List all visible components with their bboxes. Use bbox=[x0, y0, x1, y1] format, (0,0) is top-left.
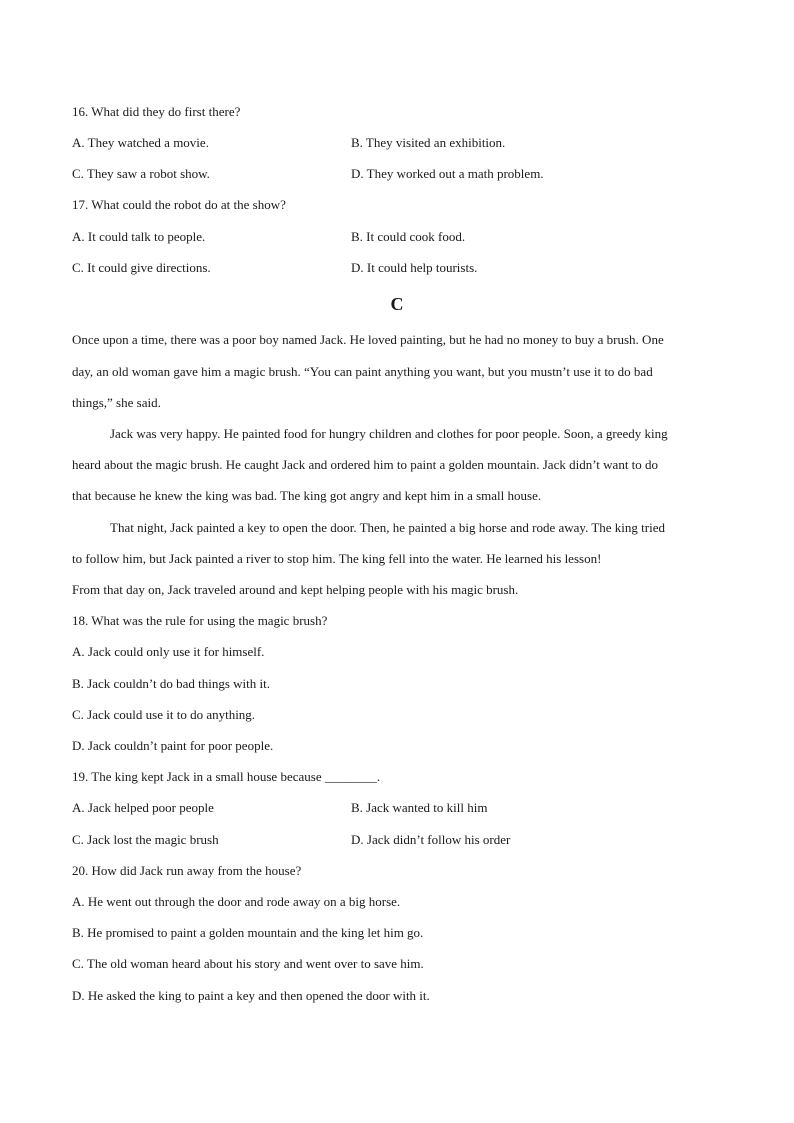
option-b: B. It could cook food. bbox=[351, 229, 466, 244]
option-b: B. Jack wanted to kill him bbox=[351, 800, 488, 815]
option-c: C. Jack lost the magic brush bbox=[72, 832, 219, 847]
question-stem: 20. How did Jack run away from the house? bbox=[72, 863, 302, 878]
passage-line: to follow him, but Jack painted a river to stop him. The king fell into the water. He learned his lesson! bbox=[72, 551, 602, 566]
option-d: D. Jack didn’t follow his order bbox=[351, 832, 511, 847]
question-stem: 16. What did they do first there? bbox=[72, 104, 241, 119]
option-b: B. Jack couldn’t do bad things with it. bbox=[72, 676, 270, 691]
option-d: D. It could help tourists. bbox=[351, 260, 478, 275]
passage-line: That night, Jack painted a key to open the door. Then, he painted a big horse and rode away. The king tried bbox=[110, 520, 665, 535]
option-d: D. They worked out a math problem. bbox=[351, 166, 544, 181]
option-c: C. They saw a robot show. bbox=[72, 166, 210, 181]
option-a: A. Jack helped poor people bbox=[72, 800, 214, 815]
option-d: D. Jack couldn’t paint for poor people. bbox=[72, 738, 274, 753]
passage-line: heard about the magic brush. He caught Jack and ordered him to paint a golden mountain. Jack didn’t want to do bbox=[72, 457, 659, 472]
option-a: A. It could talk to people. bbox=[72, 229, 206, 244]
question-stem: 17. What could the robot do at the show? bbox=[72, 197, 286, 212]
passage-line: Jack was very happy. He painted food for hungry children and clothes for poor people. Soon, a greedy king bbox=[110, 426, 668, 441]
passage-line: From that day on, Jack traveled around and kept helping people with his magic brush. bbox=[72, 582, 519, 597]
option-c: C. The old woman heard about his story and went over to save him. bbox=[72, 956, 424, 971]
passage-line: Once upon a time, there was a poor boy named Jack. He loved painting, but he had no money to buy a brush. One bbox=[72, 332, 664, 347]
passage-line: things,” she said. bbox=[72, 395, 161, 410]
option-b: B. He promised to paint a golden mountain and the king let him go. bbox=[72, 925, 424, 940]
option-a: A. They watched a movie. bbox=[72, 135, 209, 150]
section-title: C bbox=[390, 294, 404, 314]
option-d: D. He asked the king to paint a key and then opened the door with it. bbox=[72, 988, 430, 1003]
option-c: C. Jack could use it to do anything. bbox=[72, 707, 256, 722]
option-a: A. He went out through the door and rode away on a big horse. bbox=[72, 894, 401, 909]
question-stem: 19. The king kept Jack in a small house because ________. bbox=[72, 769, 381, 784]
option-c: C. It could give directions. bbox=[72, 260, 211, 275]
passage-line: that because he knew the king was bad. The king got angry and kept him in a small house. bbox=[72, 488, 542, 503]
option-b: B. They visited an exhibition. bbox=[351, 135, 506, 150]
option-a: A. Jack could only use it for himself. bbox=[72, 644, 265, 659]
passage-line: day, an old woman gave him a magic brush. “You can paint anything you want, but you mustn’t use it to do bad bbox=[72, 364, 653, 379]
question-stem: 18. What was the rule for using the magic brush? bbox=[72, 613, 328, 628]
